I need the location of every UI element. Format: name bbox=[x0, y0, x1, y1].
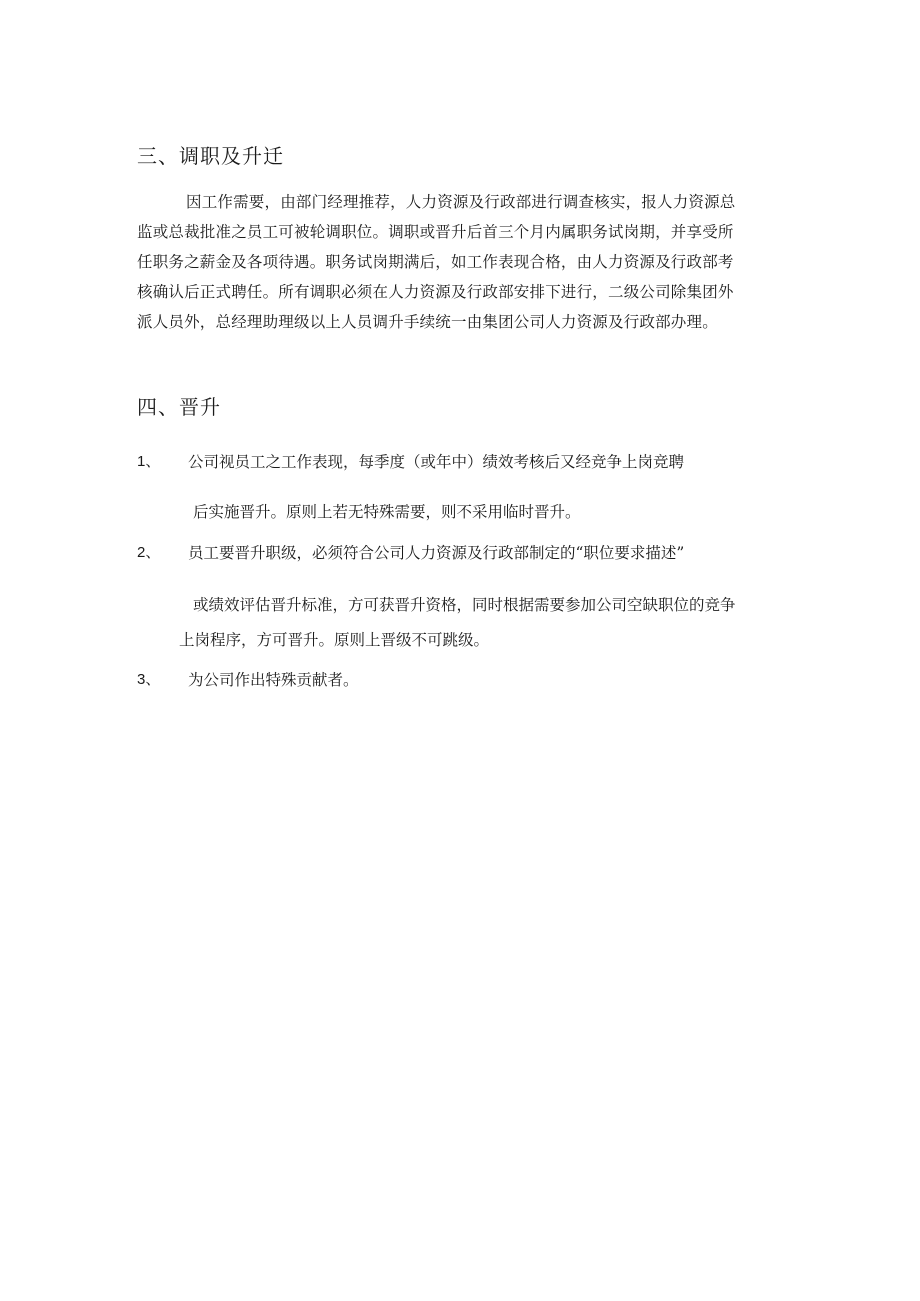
list-item-text: 或绩效评估晋升标准，方可获晋升资格，同时根据需要参加公司空缺职位的竞争 bbox=[193, 596, 736, 614]
list-item-text: 上岗程序，方可晋升。原则上晋级不可跳级。 bbox=[179, 631, 490, 649]
paragraph-line: 任职务之薪金及各项待遇。职务试岗期满后，如工作表现合格，由人力资源及行政部考 bbox=[137, 253, 734, 271]
paragraph-line: 核确认后正式聘任。所有调职必须在人力资源及行政部安排下进行，二级公司除集团外 bbox=[137, 283, 734, 301]
list-item-text: 公司视员工之工作表现，每季度（或年中）绩效考核后又经竞争上岗竞聘 bbox=[188, 453, 685, 471]
section-heading-promotion: 四、晋升 bbox=[137, 395, 221, 419]
paragraph-line: 派人员外，总经理助理级以上人员调升手续统一由集团公司人力资源及行政部办理。 bbox=[137, 313, 718, 331]
list-item-number: 3、 bbox=[137, 671, 161, 688]
list-item-number: 1、 bbox=[137, 453, 161, 470]
paragraph-line: 监或总裁批准之员工可被轮调职位。调职或晋升后首三个月内属职务试岗期，并享受所 bbox=[137, 223, 734, 241]
list-item-text: 员工要晋升职级，必须符合公司人力资源及行政部制定的“职位要求描述” bbox=[188, 544, 685, 562]
list-item-text: 后实施晋升。原则上若无特殊需要，则不采用临时晋升。 bbox=[193, 503, 581, 521]
paragraph-line: 因工作需要，由部门经理推荐，人力资源及行政部进行调查核实，报人力资源总 bbox=[186, 193, 736, 211]
section-heading-transfer-promotion: 三、调职及升迁 bbox=[137, 144, 284, 168]
list-item-text: 为公司作出特殊贡献者。 bbox=[188, 671, 359, 689]
section-paragraph-transfer bbox=[137, 187, 787, 337]
list-item-number: 2、 bbox=[137, 544, 161, 561]
